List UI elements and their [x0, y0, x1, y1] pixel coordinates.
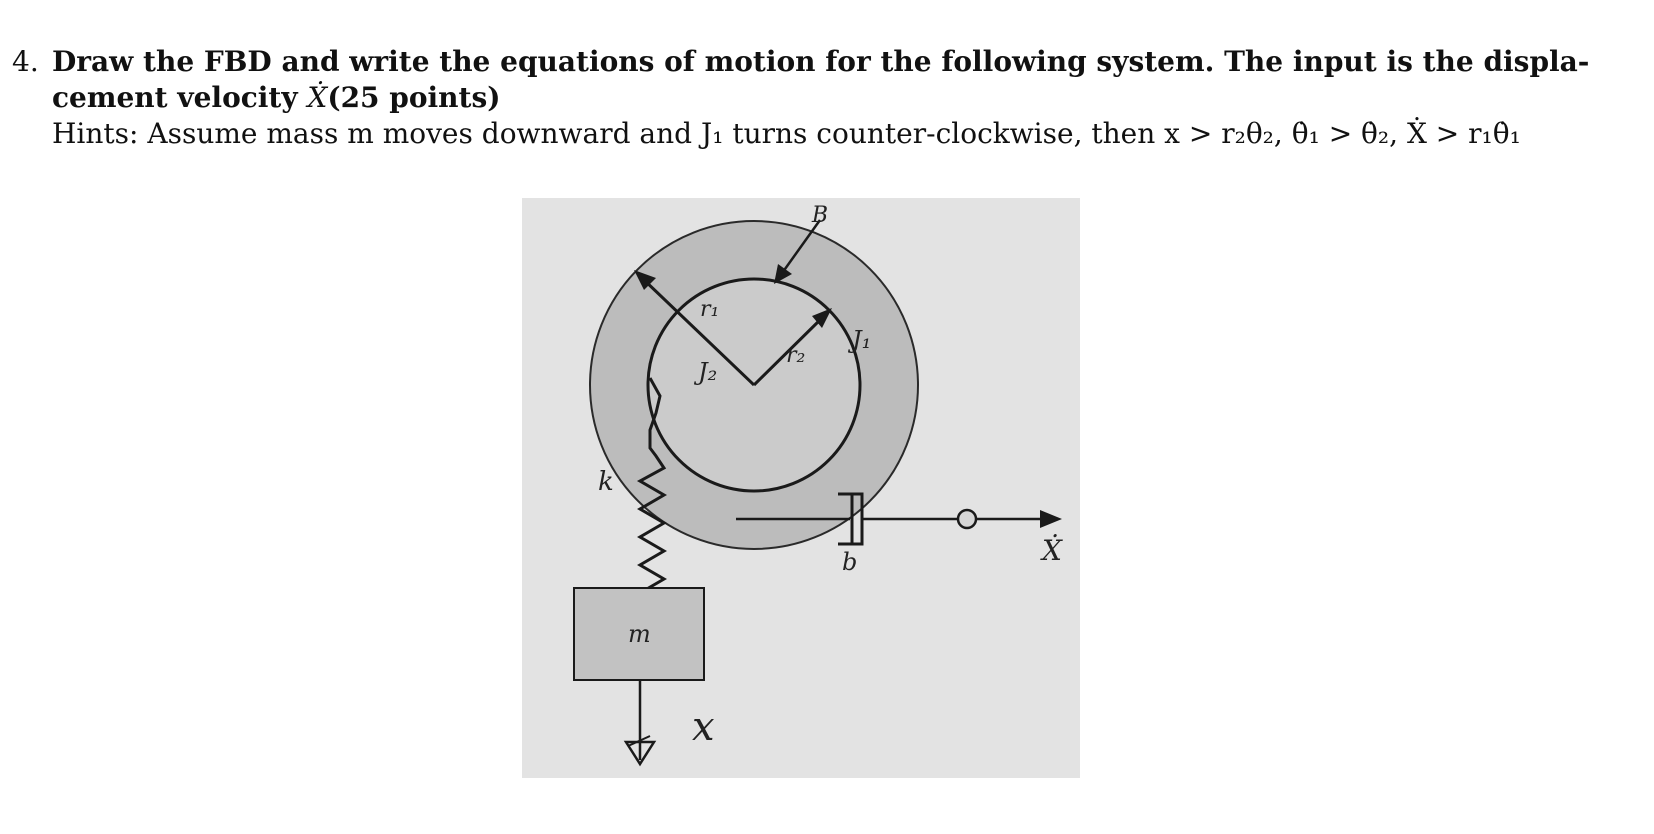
label-b-damper: b — [842, 548, 858, 576]
label-r2: r₂ — [786, 343, 806, 368]
problem-number: 4. — [12, 45, 39, 78]
system-diagram — [522, 198, 1080, 778]
label-k: k — [598, 467, 614, 497]
points-label: (25 points) — [327, 81, 501, 114]
problem-line-2 — [12, 80, 1632, 116]
hints-line: Hints: Assume mass m moves downward and J₁ turns counter-clockwise, then x > r₂θ₂, θ̇₁ > θ̇₂, Ẋ > r₁θ̇₁ — [52, 117, 1521, 150]
label-r1: r₁ — [700, 297, 720, 322]
input-node-icon — [958, 510, 976, 528]
system-diagram-svg — [522, 198, 1080, 778]
label-j1: J₁ — [852, 326, 872, 354]
label-b-torque: B — [811, 203, 829, 228]
problem-text-line-1: Draw the FBD and write the equations of motion for the following system. The input is the displa- — [52, 45, 1590, 78]
label-x-handwritten: x — [692, 704, 715, 750]
label-x-dot: Ẋ — [1042, 534, 1062, 567]
label-m: m — [628, 620, 651, 648]
label-j2: J₂ — [698, 358, 718, 386]
x-dot-symbol: Ẋ — [307, 81, 328, 114]
problem-line-1 — [12, 44, 1632, 80]
problem-statement — [12, 44, 1632, 152]
problem-text-line-2: cement velocity — [52, 81, 308, 114]
